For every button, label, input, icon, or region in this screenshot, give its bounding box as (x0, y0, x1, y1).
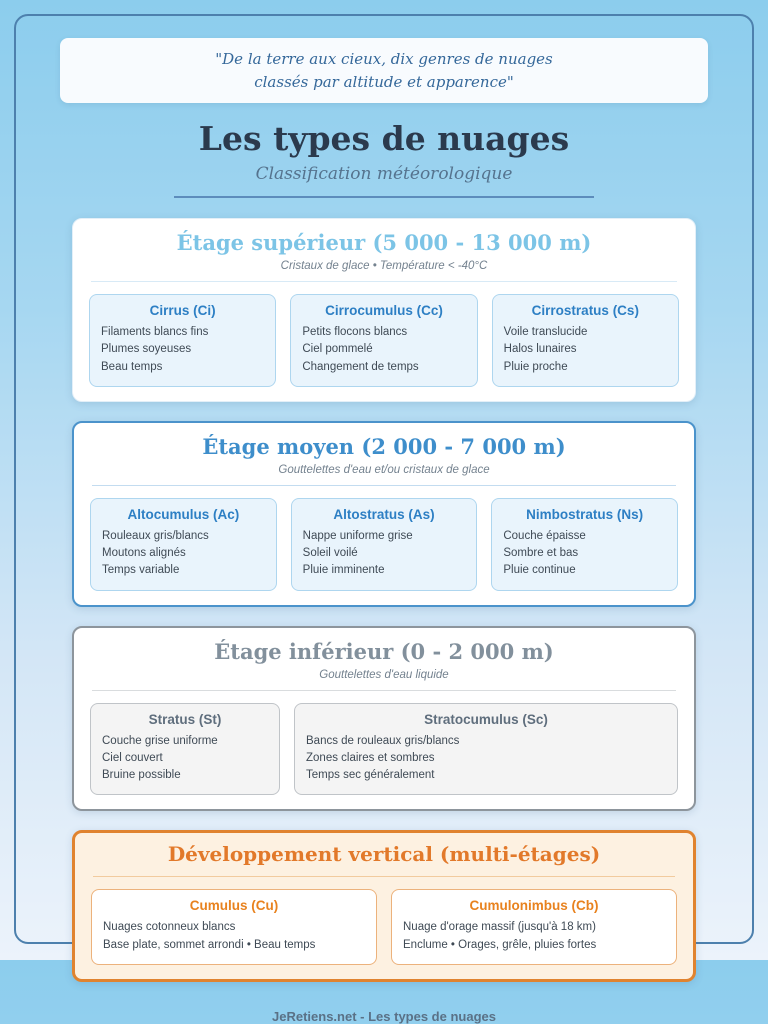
cloud-card-title: Cirrus (Ci) (101, 303, 264, 318)
cloud-card-item: Plumes soyeuses (101, 341, 264, 358)
title-divider (174, 196, 594, 198)
cloud-card-item: Ciel couvert (102, 750, 268, 767)
cloud-card-item: Base plate, sommet arrondi • Beau temps (103, 937, 365, 954)
cloud-card-item: Filaments blancs fins (101, 324, 264, 341)
cloud-card-item: Voile translucide (504, 324, 667, 341)
cloud-card-title: Altostratus (As) (303, 507, 466, 522)
card-row (91, 889, 677, 965)
cloud-card-nimbostratus (491, 498, 678, 591)
section-subtitle: Gouttelettes d'eau liquide (90, 669, 678, 681)
cloud-card-title: Cumulonimbus (Cb) (403, 898, 665, 913)
section-developpement-vertical (72, 830, 696, 982)
page-subtitle: Classification météorologique (16, 164, 752, 184)
cloud-card-title: Stratus (St) (102, 712, 268, 727)
cloud-card-item: Temps variable (102, 562, 265, 579)
cloud-card-item: Beau temps (101, 359, 264, 376)
cloud-card-item: Ciel pommelé (302, 341, 465, 358)
page-title: Les types de nuages (16, 119, 752, 158)
section-divider (91, 281, 677, 282)
page-frame (14, 14, 754, 944)
cloud-card-item: Soleil voilé (303, 545, 466, 562)
cloud-card-title: Cirrocumulus (Cc) (302, 303, 465, 318)
cloud-card-stratus (90, 703, 280, 796)
section-title: Étage supérieur (5 000 - 13 000 m) (89, 230, 679, 255)
cloud-card-item: Couche épaisse (503, 528, 666, 545)
section-subtitle: Cristaux de glace • Température < -40°C (89, 260, 679, 272)
cloud-card-item: Temps sec généralement (306, 767, 666, 784)
cloud-card-item: Nuage d'orage massif (jusqu'à 18 km) (403, 919, 665, 936)
cloud-card-cumulonimbus (391, 889, 677, 965)
section-title: Étage inférieur (0 - 2 000 m) (90, 639, 678, 664)
cloud-card-item: Bruine possible (102, 767, 268, 784)
section-etage-moyen (72, 421, 696, 607)
section-divider (93, 876, 675, 877)
cloud-card-item: Bancs de rouleaux gris/blancs (306, 733, 666, 750)
cloud-card-altostratus (291, 498, 478, 591)
cloud-card-item: Moutons alignés (102, 545, 265, 562)
cloud-card-item: Halos lunaires (504, 341, 667, 358)
cloud-card-title: Cirrostratus (Cs) (504, 303, 667, 318)
cloud-card-item: Nuages cotonneux blancs (103, 919, 365, 936)
card-row (90, 703, 678, 796)
section-etage-superieur (72, 218, 696, 402)
cloud-card-item: Enclume • Orages, grêle, pluies fortes (403, 937, 665, 954)
card-row (89, 294, 679, 387)
cloud-card-item: Zones claires et sombres (306, 750, 666, 767)
cloud-card-cirrocumulus (290, 294, 477, 387)
section-divider (92, 485, 676, 486)
footer-credit: JeRetiens.net - Les types de nuages (16, 1009, 752, 1024)
quote-line-1: "De la terre aux cieux, dix genres de nuages (215, 50, 553, 68)
section-divider (92, 690, 676, 691)
section-etage-inferieur (72, 626, 696, 812)
cloud-card-stratocumulus (294, 703, 678, 796)
cloud-card-item: Pluie imminente (303, 562, 466, 579)
cloud-card-item: Sombre et bas (503, 545, 666, 562)
quote-line-2: classés par altitude et apparence" (254, 73, 514, 91)
cloud-card-cirrus (89, 294, 276, 387)
cloud-card-title: Nimbostratus (Ns) (503, 507, 666, 522)
cloud-card-title: Altocumulus (Ac) (102, 507, 265, 522)
cloud-card-item: Changement de temps (302, 359, 465, 376)
cloud-card-item: Pluie proche (504, 359, 667, 376)
card-row (90, 498, 678, 591)
cloud-card-title: Stratocumulus (Sc) (306, 712, 666, 727)
cloud-card-item: Pluie continue (503, 562, 666, 579)
quote-box (60, 38, 708, 103)
section-subtitle: Gouttelettes d'eau et/ou cristaux de glace (90, 464, 678, 476)
section-title: Étage moyen (2 000 - 7 000 m) (90, 434, 678, 459)
cloud-card-item: Nappe uniforme grise (303, 528, 466, 545)
section-title: Développement vertical (multi-étages) (91, 842, 677, 866)
cloud-card-cirrostratus (492, 294, 679, 387)
cloud-card-item: Couche grise uniforme (102, 733, 268, 750)
cloud-card-cumulus (91, 889, 377, 965)
cloud-card-altocumulus (90, 498, 277, 591)
cloud-card-item: Petits flocons blancs (302, 324, 465, 341)
cloud-card-title: Cumulus (Cu) (103, 898, 365, 913)
cloud-card-item: Rouleaux gris/blancs (102, 528, 265, 545)
